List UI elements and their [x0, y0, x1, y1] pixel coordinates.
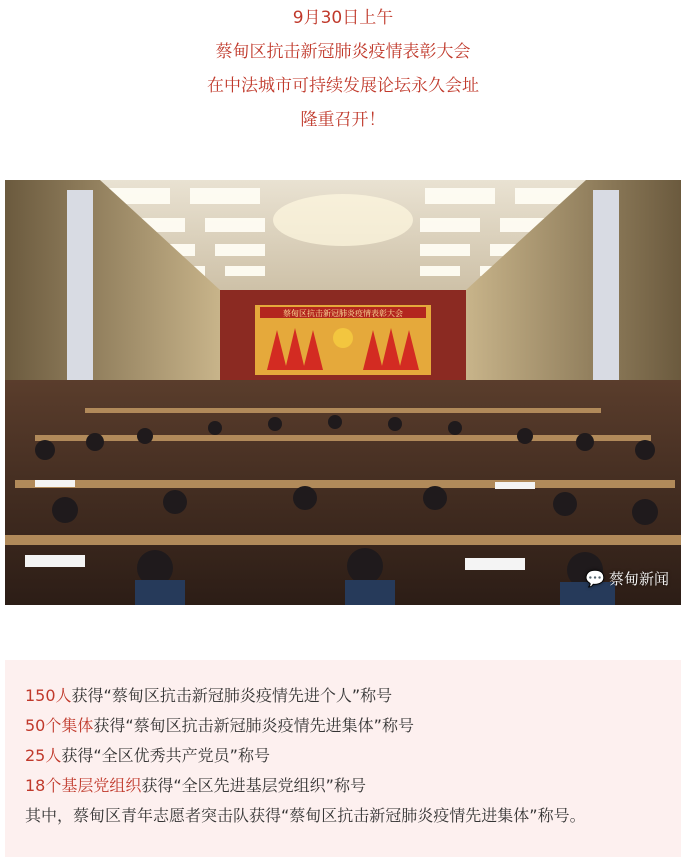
award-item: [25, 682, 665, 710]
award-title: 获得“蔡甸区抗击新冠肺炎疫情先进集体”称号: [93, 716, 414, 735]
award-note: 其中，蔡甸区青年志愿者突击队获得“蔡甸区抗击新冠肺炎疫情先进集体”称号。: [25, 806, 586, 825]
award-count: 150人: [25, 686, 72, 705]
award-count: 25人: [25, 746, 62, 765]
award-title: 获得“蔡甸区抗击新冠肺炎疫情先进个人”称号: [71, 686, 393, 705]
award-item: [25, 742, 665, 770]
watermark: [585, 568, 669, 589]
watermark-text: 蔡甸新闻: [608, 570, 669, 588]
heading-line-convened: 隆重召开！: [300, 110, 386, 130]
stage-banner-text: 蔡甸区抗击新冠肺炎疫情表彰大会: [283, 309, 403, 318]
award-title: 获得“全区先进基层党组织”称号: [141, 776, 366, 795]
award-count: 50个集体: [25, 716, 94, 735]
conference-photo: [5, 180, 681, 605]
award-title: 获得“全区优秀共产党员”称号: [61, 746, 270, 765]
award-item: [25, 772, 665, 800]
awards-panel: [5, 660, 681, 857]
conference-hall-illustration: [5, 180, 681, 605]
heading-line-date: 9月30日上午: [292, 8, 394, 28]
award-count: 18个基层党组织: [25, 776, 142, 795]
heading-line-venue: 在中法城市可持续发展论坛永久会址: [207, 76, 479, 96]
heading-line-event: 蔡甸区抗击新冠肺炎疫情表彰大会: [215, 42, 471, 62]
award-item: [25, 712, 665, 740]
wechat-icon: 💬: [585, 569, 605, 588]
